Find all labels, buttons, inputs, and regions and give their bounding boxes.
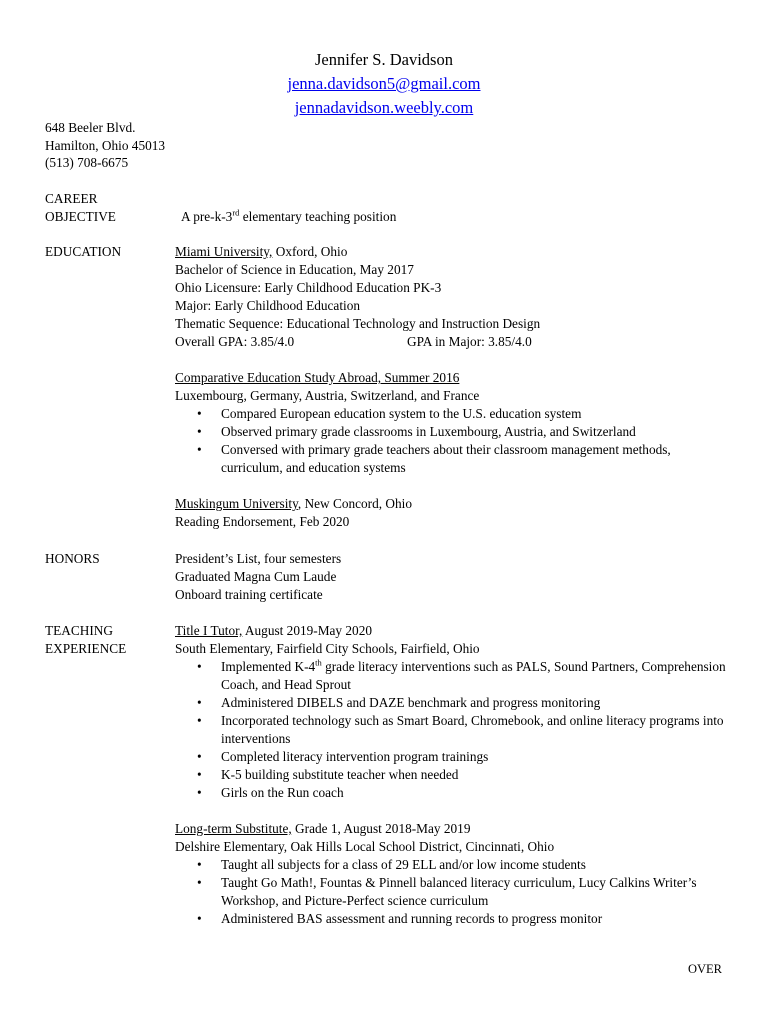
candidate-name: Jennifer S. Davidson: [315, 50, 453, 69]
major-line: Major: Early Childhood Education: [175, 298, 361, 313]
list-item: • Completed literacy intervention program trainings: [197, 749, 489, 764]
substitute-bullets: [175, 856, 735, 928]
email-link[interactable]: jenna.davidson5@gmail.com: [287, 74, 481, 93]
honors-content: [175, 550, 735, 604]
street-address: 648 Beeler Blvd.: [45, 120, 136, 135]
substitute-dates: Grade 1, August 2018-May 2019: [291, 821, 471, 836]
muskingum-heading: [175, 495, 735, 513]
substitute-heading: [175, 820, 735, 838]
objective-text: [181, 208, 741, 226]
miami-heading: [175, 243, 735, 261]
education-label-text: EDUCATION: [45, 244, 122, 259]
objective-label-line-1: CAREER: [45, 191, 98, 206]
list-item: • Compared European education system to the U.S. education system: [197, 406, 582, 421]
teaching-label-line-2: EXPERIENCE: [45, 641, 127, 656]
miami-school-name: Miami University,: [175, 244, 273, 259]
tutor-bullets: [175, 658, 735, 802]
objective-text-post: elementary teaching position: [239, 209, 397, 224]
gpa-row: [175, 333, 735, 351]
honor-item: Graduated Magna Cum Laude: [175, 569, 337, 584]
education-content: [175, 243, 735, 531]
muskingum-location: , New Concord, Ohio: [297, 496, 412, 511]
major-gpa: GPA in Major: 3.85/4.0: [407, 334, 532, 349]
honors-label: [45, 550, 170, 568]
over-marker: OVER: [687, 962, 722, 976]
thematic-sequence-line: Thematic Sequence: Educational Technology and Instruction Design: [175, 316, 541, 331]
resume-header: [0, 48, 768, 120]
teaching-label: [45, 622, 170, 658]
objective-text-pre: A pre-k-3: [181, 209, 233, 224]
licensure-line: Ohio Licensure: Early Childhood Education PK-3: [175, 280, 442, 295]
honor-item: President’s List, four semesters: [175, 551, 342, 566]
substitute-title: Long-term Substitute,: [175, 821, 292, 836]
website-link[interactable]: jennadavidson.weebly.com: [294, 98, 474, 117]
phone-number: (513) 708-6675: [45, 155, 129, 170]
objective-label: [45, 190, 170, 226]
list-item: • Implemented K-4th grade literacy interventions such as PALS, Sound Partners, Comprehension Coach, and Head Sprout: [197, 657, 726, 692]
tutor-title: Title I Tutor,: [175, 623, 243, 638]
honors-label-text: HONORS: [45, 551, 100, 566]
study-abroad-title: Comparative Education Study Abroad, Summer 2016: [175, 370, 460, 385]
list-item: • Observed primary grade classrooms in Luxembourg, Austria, and Switzerland: [197, 424, 636, 439]
miami-location: Oxford, Ohio: [272, 244, 348, 259]
contact-address: [45, 119, 165, 172]
city-state-zip: Hamilton, Ohio 45013: [45, 137, 166, 153]
overall-gpa: Overall GPA: 3.85/4.0: [175, 334, 295, 349]
tutor-heading: [175, 622, 735, 640]
study-abroad-countries: Luxembourg, Germany, Austria, Switzerland, and France: [175, 388, 480, 403]
list-item: • K-5 building substitute teacher when needed: [197, 767, 459, 782]
teaching-content: [175, 622, 735, 928]
list-item: • Taught all subjects for a class of 29 ELL and/or low income students: [197, 857, 586, 872]
objective-text-sup: rd: [232, 207, 240, 218]
tutor-place: South Elementary, Fairfield City Schools, Fairfield, Ohio: [175, 641, 480, 656]
teaching-label-line-1: TEACHING: [45, 623, 113, 638]
objective-label-line-2: OBJECTIVE: [45, 209, 116, 224]
list-item: • Administered DIBELS and DAZE benchmark and progress monitoring: [197, 695, 601, 710]
study-abroad-bullets: [175, 405, 735, 477]
reading-endorsement: Reading Endorsement, Feb 2020: [175, 514, 350, 529]
list-item: • Incorporated technology such as Smart Board, Chromebook, and online literacy programs into interventions: [197, 713, 724, 746]
education-label: [45, 243, 170, 261]
tutor-dates: August 2019-May 2020: [242, 623, 372, 638]
list-item: • Girls on the Run coach: [197, 785, 344, 800]
substitute-place: Delshire Elementary, Oak Hills Local School District, Cincinnati, Ohio: [175, 839, 555, 854]
degree-line: Bachelor of Science in Education, May 2017: [175, 262, 414, 277]
list-item: • Conversed with primary grade teachers about their classroom management methods, curriculum, and education systems: [197, 442, 671, 475]
honor-item: Onboard training certificate: [175, 587, 323, 602]
list-item: • Administered BAS assessment and running records to progress monitor: [197, 911, 603, 926]
muskingum-school-name: Muskingum University: [175, 496, 298, 511]
list-item: • Taught Go Math!, Fountas & Pinnell balanced literacy curriculum, Lucy Calkins Writer’s Workshop, and Picture-Perfect science curriculum: [197, 875, 697, 908]
